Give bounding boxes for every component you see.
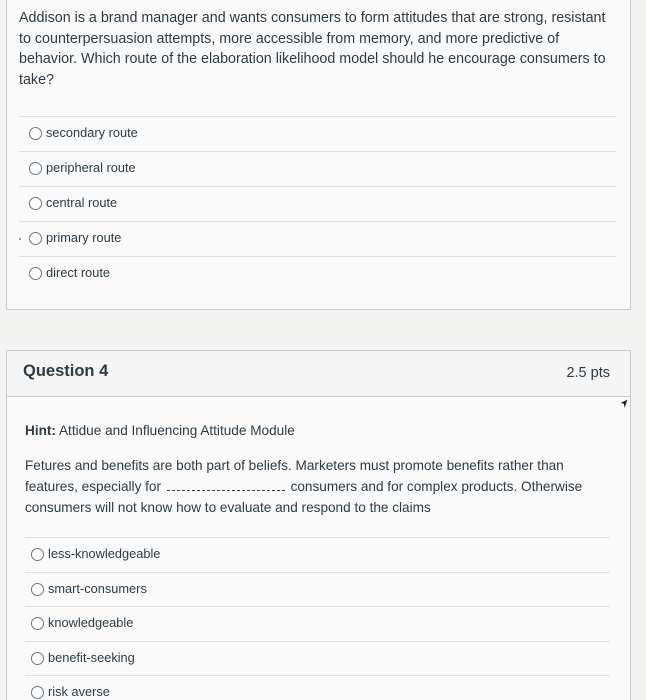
radio-unselected-icon[interactable]	[29, 267, 42, 280]
answer-label[interactable]: risk averse	[48, 684, 110, 699]
radio-unselected-icon[interactable]	[29, 162, 42, 175]
answer-option-central-route[interactable]	[19, 187, 616, 222]
answer-option-secondary-route[interactable]	[19, 117, 616, 152]
question-4-answers	[25, 538, 610, 700]
question-4-text	[25, 455, 615, 518]
answer-label[interactable]: knowledgeable	[48, 615, 134, 630]
question-text-part-1: Fetures and benefits are both part of beliefs. Marketers must promote benefits rather than features, especially for	[25, 458, 564, 494]
hint-text: Attidue and Influencing Attitude Module	[55, 423, 295, 438]
answer-option-less-knowledgeable[interactable]	[25, 538, 610, 573]
question-hint	[25, 423, 295, 438]
answer-label[interactable]: smart-consumers	[48, 580, 147, 596]
question-3-text: Addison is a brand manager and wants consumers to form attitudes that are strong, resistant to counterpersuasion attempts, more accessible from memory, and more predictive of behavior. Which route of the elaboration likelihood model should he encourage consumers to take?	[19, 10, 606, 88]
answer-label[interactable]: direct route	[46, 265, 111, 280]
answer-label[interactable]: central route	[46, 195, 118, 210]
radio-unselected-icon[interactable]	[31, 652, 44, 665]
answer-label[interactable]: secondary route	[46, 125, 138, 140]
question-4-header	[7, 351, 630, 397]
radio-unselected-icon[interactable]	[31, 583, 44, 596]
answer-option-peripheral-route[interactable]	[19, 152, 616, 187]
answer-label[interactable]: benefit-seeking	[48, 649, 135, 665]
dot-icon	[19, 238, 21, 240]
answer-option-risk-averse[interactable]	[25, 676, 610, 700]
radio-unselected-icon[interactable]	[31, 548, 44, 561]
fill-in-blank	[167, 479, 285, 491]
question-4-card	[6, 350, 631, 700]
answer-option-knowledgeable[interactable]	[25, 607, 610, 642]
question-title: Question 4	[23, 362, 109, 380]
answer-option-smart-consumers[interactable]	[25, 573, 610, 608]
question-3-card	[6, 0, 631, 310]
answer-label[interactable]: peripheral route	[46, 160, 136, 175]
question-3-answers	[19, 117, 616, 292]
answer-option-benefit-seeking[interactable]	[25, 642, 610, 677]
question-text-part-2: consumers and for complex products. Otherwise consumers will not know how to evaluate and respond to the claims	[25, 479, 583, 515]
mouse-pointer-icon	[619, 398, 629, 410]
radio-unselected-icon[interactable]	[31, 686, 44, 699]
question-points: 2.5 pts	[566, 365, 610, 381]
answer-label[interactable]: less-knowledgeable	[48, 546, 161, 561]
answer-label[interactable]: primary route	[46, 230, 122, 245]
radio-unselected-icon[interactable]	[31, 617, 44, 630]
radio-unselected-icon[interactable]	[29, 197, 42, 210]
answer-option-primary-route[interactable]	[19, 222, 616, 257]
radio-unselected-icon[interactable]	[29, 232, 42, 245]
radio-unselected-icon[interactable]	[29, 127, 42, 140]
hint-label: Hint:	[25, 423, 56, 438]
answer-option-direct-route[interactable]	[19, 257, 616, 292]
